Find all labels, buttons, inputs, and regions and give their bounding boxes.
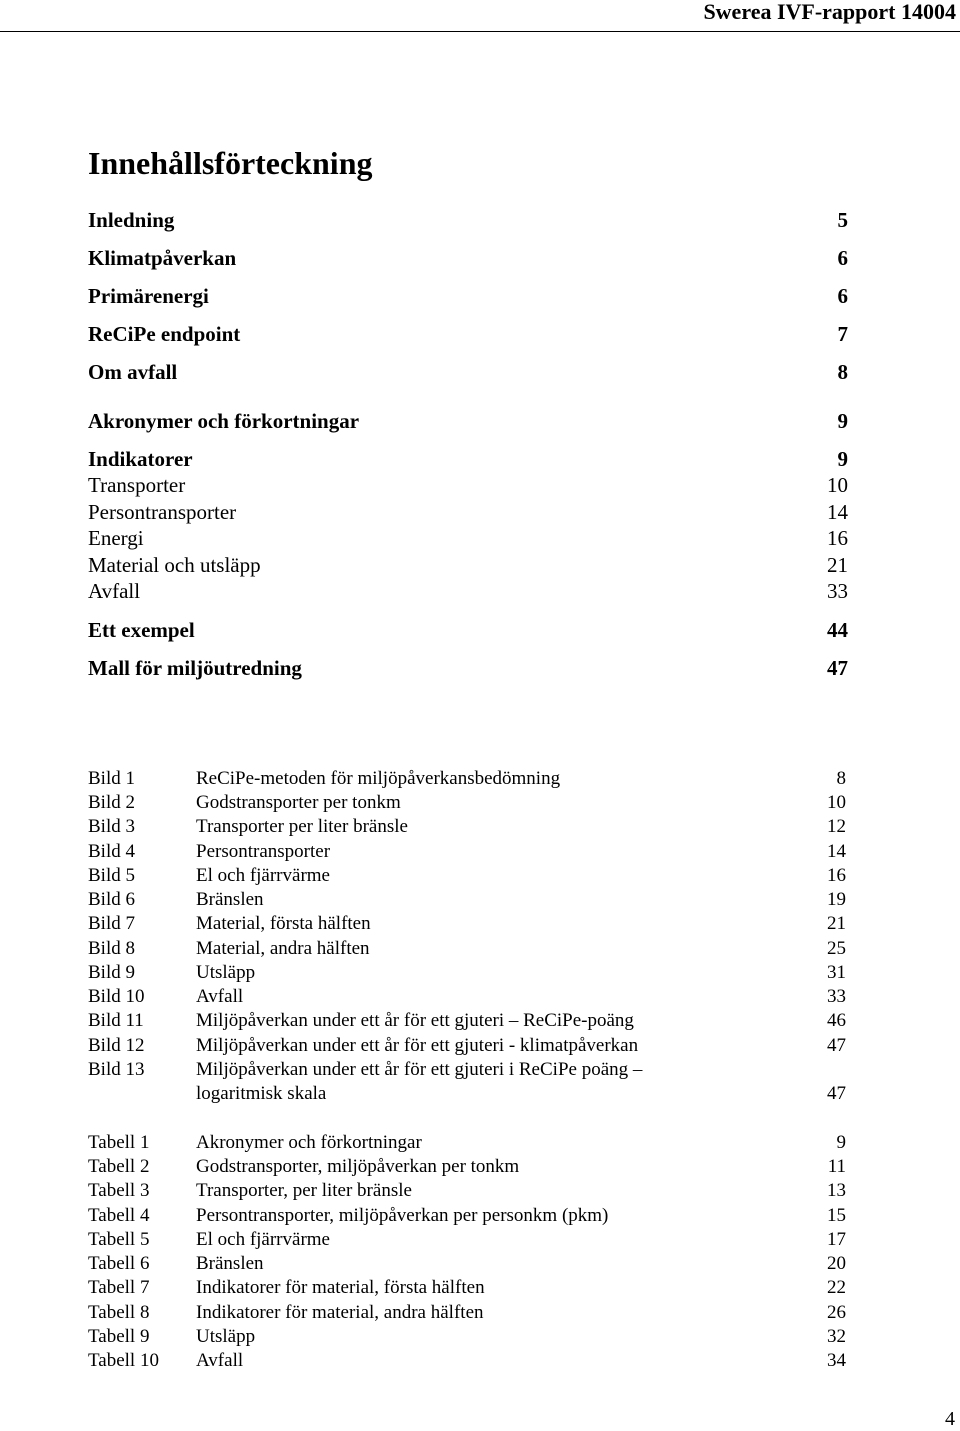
figure-entry-page: 47 — [827, 1083, 846, 1104]
page-header — [0, 0, 960, 32]
toc-entry-title: Ett exempel — [88, 618, 195, 642]
table-entry-caption: Transporter, per liter bränsle — [196, 1180, 412, 1201]
table-entry-caption: Akronymer och förkortningar — [196, 1132, 422, 1153]
toc-entry[interactable] — [88, 207, 848, 233]
toc-entry-page: 9 — [837, 409, 848, 433]
figure-entry-caption: Material, andra hälften — [196, 938, 370, 959]
table-entry[interactable] — [88, 1276, 848, 1300]
toc-entry-title: Klimatpåverkan — [88, 246, 237, 270]
toc-entry-page: 6 — [837, 246, 848, 270]
figure-entry[interactable] — [88, 961, 848, 985]
figure-entry-page: 14 — [827, 841, 846, 862]
table-entry-page: 13 — [827, 1180, 846, 1201]
toc-entry-title: Om avfall — [88, 360, 178, 384]
table-entry-page: 20 — [827, 1253, 846, 1274]
table-entry-label: Tabell 5 — [88, 1229, 150, 1250]
toc-entry-title: Material och utsläpp — [88, 553, 261, 577]
table-entry[interactable] — [88, 1204, 848, 1228]
table-entry-caption: Indikatorer för material, första hälften — [196, 1277, 485, 1298]
figure-entry-page: 25 — [827, 938, 846, 959]
toc-entry-title: Mall för miljöutredning — [88, 656, 302, 680]
page-title: Innehållsförteckning — [88, 145, 373, 181]
figure-entry-caption: Material, första hälften — [196, 913, 371, 934]
figure-entry-page: 19 — [827, 889, 846, 910]
figure-entry-caption: Miljöpåverkan under ett år för ett gjuteri - klimatpåverkan — [196, 1035, 639, 1056]
figure-entry-label: Bild 7 — [88, 913, 135, 934]
figure-entry[interactable] — [88, 985, 848, 1009]
toc-entry[interactable] — [88, 552, 848, 578]
table-entry-caption: Godstransporter, miljöpåverkan per tonkm — [196, 1156, 520, 1177]
figure-entry-caption: Avfall — [196, 986, 244, 1007]
table-entry[interactable] — [88, 1349, 848, 1373]
table-entry-page: 9 — [836, 1132, 846, 1153]
figure-entry-label: Bild 6 — [88, 889, 135, 910]
figure-entry-label: Bild 10 — [88, 986, 145, 1007]
figure-entry-label: Bild 9 — [88, 962, 135, 983]
toc-entry[interactable] — [88, 499, 848, 525]
figure-entry-page: 47 — [827, 1035, 846, 1056]
toc-entry-page: 8 — [837, 360, 848, 384]
table-entry-label: Tabell 2 — [88, 1156, 150, 1177]
figure-entry-page: 33 — [827, 986, 846, 1007]
page-number: 4 — [945, 1408, 955, 1430]
figure-entry-label: Bild 8 — [88, 938, 135, 959]
figure-entry-page: 8 — [836, 768, 846, 789]
figure-entry[interactable] — [88, 1058, 848, 1082]
figure-entry-label: Bild 11 — [88, 1010, 144, 1031]
report-id: Swerea IVF-rapport 14004 — [703, 0, 956, 24]
table-entry-label: Tabell 9 — [88, 1326, 150, 1347]
table-entry-label: Tabell 4 — [88, 1205, 150, 1226]
toc-entry-title: Indikatorer — [88, 447, 193, 471]
figure-entry-label: Bild 4 — [88, 841, 135, 862]
table-entry-caption: Indikatorer för material, andra hälften — [196, 1302, 484, 1323]
figure-entry[interactable] — [88, 815, 848, 839]
toc-entry-page: 5 — [837, 208, 848, 232]
figure-entry[interactable] — [88, 937, 848, 961]
figure-entry-caption: ReCiPe-metoden för miljöpåverkansbedömning — [196, 768, 561, 789]
figure-entry-page: 46 — [827, 1010, 846, 1031]
figure-entry-caption: Transporter per liter bränsle — [196, 816, 408, 837]
table-entry-page: 15 — [827, 1205, 846, 1226]
toc-entry-page: 44 — [827, 618, 848, 642]
figure-entry-label: Bild 12 — [88, 1035, 145, 1056]
figure-entry-page: 16 — [827, 865, 846, 886]
table-entry[interactable] — [88, 1131, 848, 1155]
figure-entry-caption: Persontransporter — [196, 841, 331, 862]
figure-entry[interactable] — [88, 1034, 848, 1058]
toc-entry[interactable] — [88, 578, 848, 604]
table-entry[interactable] — [88, 1252, 848, 1276]
toc-entry-page: 9 — [837, 447, 848, 471]
toc-entry-page: 6 — [837, 284, 848, 308]
figure-entry[interactable] — [88, 1009, 848, 1033]
figure-entry[interactable] — [88, 767, 848, 791]
toc-entry[interactable] — [88, 655, 848, 681]
table-entry[interactable] — [88, 1301, 848, 1325]
table-entry-page: 26 — [827, 1302, 846, 1323]
toc-entry[interactable] — [88, 525, 848, 551]
table-entry[interactable] — [88, 1325, 848, 1349]
table-entry-label: Tabell 1 — [88, 1132, 150, 1153]
toc-entry-page: 14 — [827, 500, 848, 524]
toc-entry-title: Energi — [88, 526, 144, 550]
toc-entry-title: Inledning — [88, 208, 175, 232]
toc-entry[interactable] — [88, 472, 848, 498]
table-entry-page: 11 — [827, 1156, 846, 1177]
toc-entry-page: 21 — [827, 553, 848, 577]
table-entry-page: 32 — [827, 1326, 846, 1347]
table-entry-caption: Utsläpp — [196, 1326, 256, 1347]
toc-entry-page: 16 — [827, 526, 848, 550]
toc-entry[interactable] — [88, 617, 848, 643]
toc-entry-title: Avfall — [88, 579, 141, 603]
table-entry-caption: Bränslen — [196, 1253, 264, 1274]
toc-entry-page: 47 — [827, 656, 848, 680]
table-entry[interactable] — [88, 1155, 848, 1179]
toc-entry-title: Transporter — [88, 473, 186, 497]
figure-entry-continuation — [88, 1082, 848, 1106]
figure-entry[interactable] — [88, 864, 848, 888]
table-entry[interactable] — [88, 1228, 848, 1252]
toc-entry[interactable] — [88, 245, 848, 271]
toc-entry-title: Primärenergi — [88, 284, 209, 308]
table-entry-label: Tabell 10 — [88, 1350, 159, 1371]
table-entry-page: 17 — [827, 1229, 846, 1250]
figure-entry-caption: El och fjärrvärme — [196, 865, 330, 886]
figure-entry-caption: Bränslen — [196, 889, 264, 910]
figure-entry[interactable] — [88, 888, 848, 912]
figure-entry-page: 21 — [827, 913, 846, 934]
toc-entry-page: 7 — [837, 322, 848, 346]
figure-entry-caption: Godstransporter per tonkm — [196, 792, 401, 813]
toc-entry[interactable] — [88, 359, 848, 385]
toc-entry-title: Akronymer och förkortningar — [88, 409, 360, 433]
figure-entry-label: Bild 13 — [88, 1059, 145, 1080]
figure-entry[interactable] — [88, 912, 848, 936]
figure-entry-label: Bild 3 — [88, 816, 135, 837]
toc-entry[interactable] — [88, 408, 848, 434]
toc-entry-page: 33 — [827, 579, 848, 603]
toc-entry-page: 10 — [827, 473, 848, 497]
figure-entry[interactable] — [88, 791, 848, 815]
figure-entry-label: Bild 2 — [88, 792, 135, 813]
figure-entry-caption: Miljöpåverkan under ett år för ett gjuteri i ReCiPe poäng – — [196, 1059, 643, 1080]
toc-entry[interactable] — [88, 321, 848, 347]
table-entry-label: Tabell 6 — [88, 1253, 150, 1274]
table-entry-caption: Persontransporter, miljöpåverkan per personkm (pkm) — [196, 1205, 609, 1226]
figure-entry-caption: Miljöpåverkan under ett år för ett gjuteri – ReCiPe-poäng — [196, 1010, 634, 1031]
table-entry-label: Tabell 3 — [88, 1180, 150, 1201]
table-entry-label: Tabell 7 — [88, 1277, 150, 1298]
toc-entry[interactable] — [88, 446, 848, 472]
figure-entry-caption: Utsläpp — [196, 962, 256, 983]
table-entry-page: 22 — [827, 1277, 846, 1298]
figure-entry-page: 12 — [827, 816, 846, 837]
figure-entry[interactable] — [88, 840, 848, 864]
figure-entry-page: 10 — [827, 792, 846, 813]
table-entry[interactable] — [88, 1179, 848, 1203]
toc-entry-title: Persontransporter — [88, 500, 237, 524]
figure-entry-label: Bild 1 — [88, 768, 135, 789]
figure-entry-label: Bild 5 — [88, 865, 135, 886]
toc-entry[interactable] — [88, 283, 848, 309]
table-entry-page: 34 — [827, 1350, 846, 1371]
table-entry-caption: El och fjärrvärme — [196, 1229, 330, 1250]
toc-entry-title: ReCiPe endpoint — [88, 322, 241, 346]
table-entry-caption: Avfall — [196, 1350, 244, 1371]
figure-entry-caption-line2: logaritmisk skala — [196, 1083, 327, 1104]
figure-entry-page: 31 — [827, 962, 846, 983]
table-entry-label: Tabell 8 — [88, 1302, 150, 1323]
